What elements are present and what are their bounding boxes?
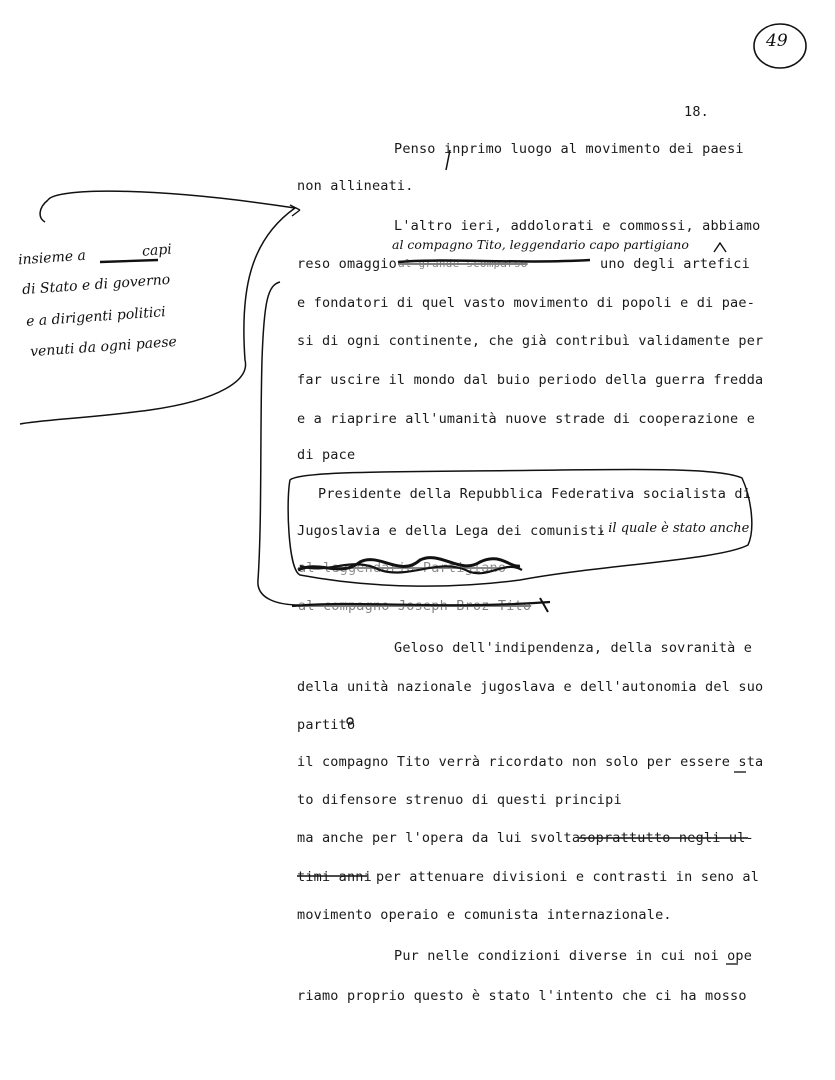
margin-note-line-2: di Stato e di governo <box>21 271 171 299</box>
text-line-12: Jugoslavia e della Lega dei comunisti <box>297 523 606 539</box>
text-line-3: L'altro ieri, addolorati e commossi, abbiamo <box>394 218 761 234</box>
text-line-14: della unità nazionale jugoslava e dell'autonomia del suo <box>297 679 764 695</box>
insertion-caret <box>714 243 726 252</box>
text-line-1: Penso inprimo luogo al movimento dei paesi <box>394 141 744 157</box>
text-line-17: to difensore strenuo di questi principi <box>297 792 622 808</box>
page-number: 18. <box>684 104 709 120</box>
struck-legendario: al leggendario Partigiano <box>298 560 507 576</box>
text-line-16: il compagno Tito verrà ricordato non solo per essere sta <box>297 754 764 770</box>
text-line-11: Presidente della Repubblica Federativa socialista di <box>318 486 752 502</box>
text-line-22: riamo proprio questo è stato l'intento che ci ha mosso <box>297 988 747 1004</box>
margin-note-capi: capi <box>141 241 173 260</box>
text-line-8: far uscire il mondo dal buio periodo della guerra fredda <box>297 372 764 388</box>
margin-note-line-3: e a dirigenti politici <box>25 304 167 330</box>
text-line-9: e a riaprire all'umanità nuove strade di cooperazione e <box>297 411 756 427</box>
struck-compagno: al compagno Joseph Broz Tito <box>298 598 532 614</box>
struck-omaggio-text: al grande scomparso <box>398 257 528 270</box>
text-line-13: Geloso dell'indipendenza, della sovranità e <box>394 640 753 656</box>
struck-soprattutto-1: soprattutto negli ul- <box>579 830 754 846</box>
strike-end <box>540 598 548 612</box>
text-line-6: e fondatori di quel vasto movimento di popoli e di pae- <box>297 295 756 311</box>
text-line-15: partito <box>297 717 356 733</box>
margin-note-line-4: venuti da ogni paese <box>29 333 178 361</box>
text-line-21: Pur nelle condizioni diverse in cui noi ope <box>394 948 753 964</box>
text-line-18: ma anche per l'opera da lui svolta <box>297 830 581 846</box>
margin-note-insieme: insieme a <box>17 247 87 269</box>
margin-note-loop-start <box>40 200 48 222</box>
text-line-19: per attenuare divisioni e contrasti in seno al <box>376 869 760 885</box>
handwritten-insert-tito: al compagno Tito, leggendario capo partigiano <box>392 237 689 252</box>
text-line-5: uno degli artefici <box>600 256 750 272</box>
text-line-2: non allineati. <box>297 178 414 194</box>
text-line-10: di pace <box>297 447 356 463</box>
text-line-7: si di ogni continente, che già contribuì validamente per <box>297 333 764 349</box>
text-line-20: movimento operaio e comunista internazionale. <box>297 907 672 923</box>
handwritten-il-quale: , il quale è stato anche <box>600 521 750 536</box>
text-line-4: reso omaggio <box>297 256 397 272</box>
connector-line <box>258 282 300 605</box>
folio-number: 49 <box>766 31 788 51</box>
struck-soprattutto-2: timi anni <box>297 869 372 885</box>
